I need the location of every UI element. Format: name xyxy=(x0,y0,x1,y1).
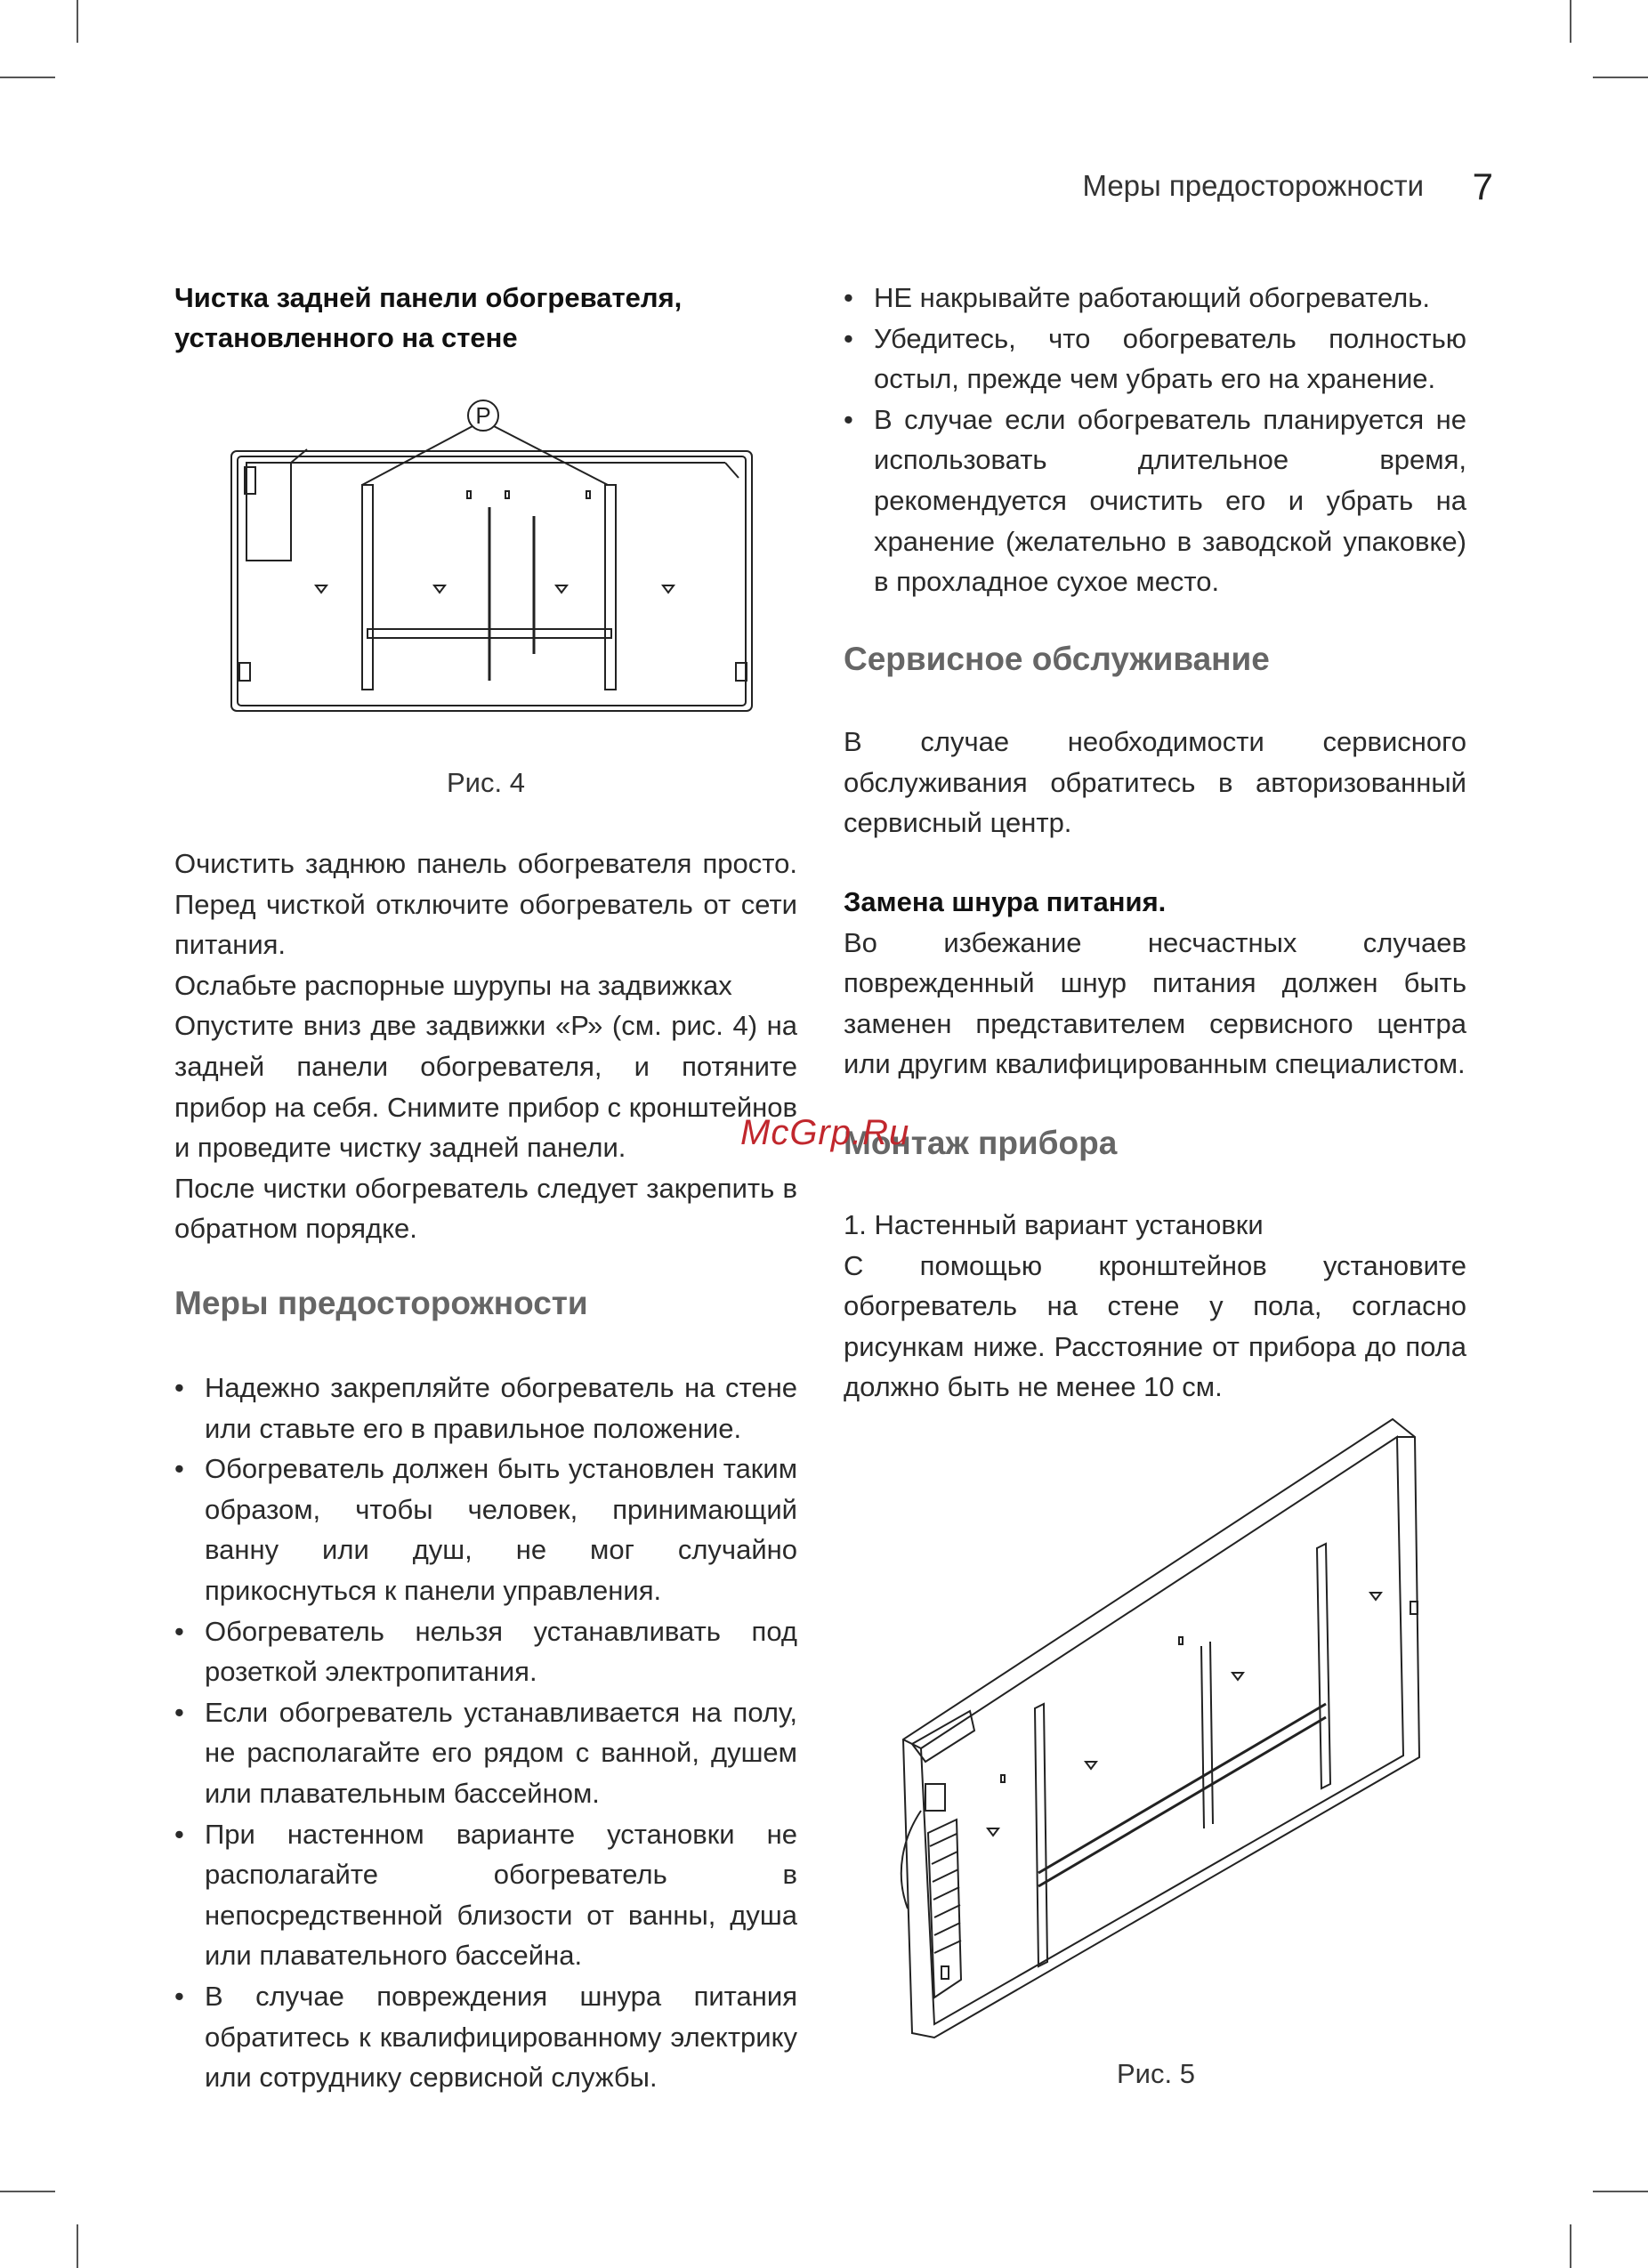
list-item: • Надежно закрепляйте обогреватель на стене или ставьте его в правильное положение. xyxy=(174,1368,797,1449)
service-section xyxy=(844,639,1466,680)
figure-4-caption: Рис. 4 xyxy=(447,767,525,798)
list-item: • В случае если обогреватель планируется не использовать длительное время, рекомендуется очистить его и убрать на хранение (желательно в заводской упаковке) в прохладное сухое место. xyxy=(844,400,1466,602)
watermark: McGrp.Ru xyxy=(740,1113,910,1152)
running-header: Меры предосторожности xyxy=(1082,169,1424,202)
mount-step: 1. Настенный вариант установки xyxy=(844,1209,1264,1240)
mount-text: С помощью кронштейнов установите обогреватель на стене у пола, согласно рисункам ниже. Расстояние от прибора до пола должно быть не менее 10 см. xyxy=(844,1249,1466,1403)
figure-5-heater-mounting xyxy=(885,1410,1437,2051)
list-item: • НЕ накрывайте работающий обогреватель. xyxy=(844,278,1466,319)
crop-mark xyxy=(0,77,55,78)
crop-mark xyxy=(1570,2224,1571,2268)
paragraph: Ослабьте распорные шурупы на задвижках xyxy=(174,969,732,1001)
list-item: • Если обогреватель устанавливается на полу, не располагайте его рядом с ванной, душем или плавательным бассейном. xyxy=(174,1692,797,1814)
mount-body xyxy=(844,1205,1466,1408)
figure-4-heater-back xyxy=(227,396,761,716)
figure-4-label-p: P xyxy=(475,402,491,429)
crop-mark xyxy=(1570,0,1571,43)
left-column-body xyxy=(174,843,797,1249)
heading-mount: Монтаж прибора xyxy=(844,1125,1118,1161)
subheading-cord: Замена шнура питания. xyxy=(844,886,1167,917)
precautions-list xyxy=(174,1368,797,2098)
list-item: • Убедитесь, что обогреватель полностью остыл, прежде чем убрать его на хранение. xyxy=(844,319,1466,400)
cord-text: Во избежание несчастных случаев поврежденный шнур питания должен быть заменен представителем сервисного центра или другим квалифицированным специалистом. xyxy=(844,926,1466,1080)
service-body xyxy=(844,722,1466,843)
subheading-cleaning: Чистка задней панели обогревателя, установленного на стене xyxy=(174,282,683,353)
figure-5-caption: Рис. 5 xyxy=(1117,2058,1195,2089)
crop-mark xyxy=(77,0,78,43)
list-item: • В случае повреждения шнура питания обратитесь к квалифицированному электрику или сотруднику сервисной службы. xyxy=(174,1976,797,2098)
page-number: 7 xyxy=(1472,165,1493,207)
left-column xyxy=(174,278,797,358)
paragraph: После чистки обогреватель следует закрепить в обратном порядке. xyxy=(174,1172,797,1245)
list-item: • При настенном варианте установки не располагайте обогреватель в непосредственной близости от ванны, душа или плавательного бассейна. xyxy=(174,1814,797,1976)
right-column-top xyxy=(844,278,1466,602)
crop-mark xyxy=(1593,2191,1648,2192)
heading-precautions: Меры предосторожности xyxy=(174,1285,588,1321)
crop-mark xyxy=(1593,77,1648,78)
heading-service: Сервисное обслуживание xyxy=(844,641,1270,677)
crop-mark xyxy=(77,2224,78,2268)
cord-section xyxy=(844,882,1466,1085)
paragraph: Очистить заднюю панель обогревателя просто. Перед чисткой отключите обогреватель от сети питания. xyxy=(174,848,797,961)
precautions-section xyxy=(174,1283,797,1324)
mount-section xyxy=(844,1123,1466,1164)
list-item: • Обогреватель должен быть установлен таким образом, чтобы человек, принимающий ванну или душ, не мог случайно прикоснуться к панели управления. xyxy=(174,1449,797,1610)
paragraph: Опустите вниз две задвижки «Р» (см. рис. 4) на задней панели обогревателя, и потяните прибор на себя. Снимите прибор с кронштейнов и проведите чистку задней панели. xyxy=(174,1010,797,1164)
service-text: В случае необходимости сервисного обслуживания обратитесь в авторизованный сервисный центр. xyxy=(844,726,1466,839)
crop-mark xyxy=(0,2191,55,2192)
list-item: • Обогреватель нельзя устанавливать под розеткой электропитания. xyxy=(174,1611,797,1692)
